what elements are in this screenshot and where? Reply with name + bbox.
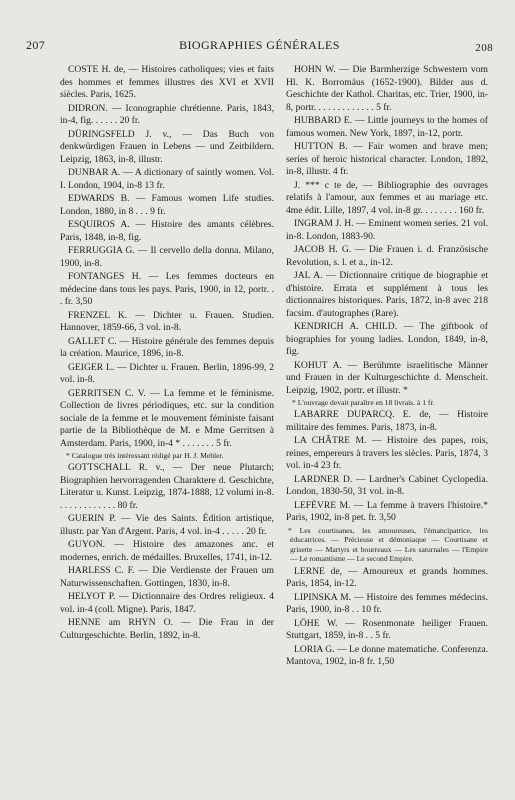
bibliography-entry: J. *** c te de, — Bibliographie des ouvrages relatifs à l'amour, aux femmes et au mariage etc. 4me édit. Lille, 1897, 4 vol. in-8 gr. . . . . . . . 160 fr. (286, 179, 488, 216)
bibliography-entry: GOTTSCHALL R. v., — Der neue Plutarch; Biographien hervorragenden Charaktere d. Geschichte, Literatur u. Kunst. Leipzig, 1874-1888, 12 volumi in-8. . . . . . . . . . . . . 80 fr. (60, 462, 274, 511)
bibliography-entry: GUERIN P. — Vie des Saints. Édition artistique, illustr. par Yan d'Argent. Paris, 4 vol. in-4 . . . . . 20 fr. (60, 513, 274, 537)
bibliography-entry: HENNE am RHYN O. — Die Frau in der Culturgeschichte. Berlin, 1892, in-8. (60, 617, 274, 641)
bibliography-entry: HOHN W. — Die Barmherzige Schwestern vom Hl. K. Borromäus (1652-1900). Bilder aus d. Geschichte der Kathol. Charitas, etc. Trier, 1900, in-8, portr. . . . . . . . . . . . . 5 fr. (286, 64, 488, 113)
bibliography-entry: GERRITSEN C. V. — La femme et le féminisme. Collection de livres périodiques, etc. sur la condition sociale de la femme et le mouvement féministe faisant partie de la Bibliothèque de M. e Mme Gerritsen à Amsterdam. Paris, 1900, in-4 * . . . . . . . 5 fr. (60, 387, 274, 449)
bibliography-entry: GUYON. — Histoire des amazones anc. et modernes, enrich. de médailles. Bruxelles, 1741, in-12. (60, 539, 274, 563)
bibliography-entry: FONTANGES H. — Les femmes docteurs en médecine dans tous les pays. Paris, 1900, in 12, portr. . . fr. 3,50 (60, 271, 274, 307)
left-column (60, 64, 274, 643)
bibliography-entry: LABARRE DUPARCQ. E. de, — Histoire militaire des femmes. Paris, 1873, in-8. (286, 409, 488, 433)
bibliography-entry: EDWARDS B. — Famous women Life studies. London, 1880, in 8 . . . 9 fr. (60, 193, 274, 217)
footnote: * Catalogue très intéressant rédigé par H. J. Mehler. (66, 451, 224, 460)
bibliography-entry: JACOB H. G. — Die Frauen i. d. Französische Revolution, s. l. et a., in-12. (286, 244, 488, 268)
bibliography-entry: FERRUGGIA G. — Il cervello della donna. Milano, 1900, in-8. (60, 245, 274, 269)
bibliography-entry: LA CHÂTRE M. — Histoire des papes, rois, reines, empereurs à travers les siècles. Paris, 1874, 3 vol. in-4 23 fr. (286, 435, 488, 472)
bibliography-entry: JAL A. — Dictionnaire critique de biographie et d'histoire. Errata et supplément à tous les dictionnaires historiques. Paris, 1872, in-8 avec 218 facsim. d'autographes (Rare). (286, 270, 488, 319)
bibliography-entry: HUBBARD E. — Little journeys to the homes of famous women. New York, 1897, in-12, portr. (286, 115, 488, 139)
bibliography-entry: GALLET C. — Histoire générale des femmes depuis la création. Maurice, 1896, in-8. (60, 335, 274, 359)
bibliography-entry: DÜRINGSFELD J. v., — Das Buch von denkwürdigen Frauen in Lebens — und Zeitbildern. Leipzig, 1863, in-8, illustr. (60, 128, 274, 165)
bibliography-entry: COSTE H. de, — Histoires catholiques; vies et faits des hommes et femmes illustres des XVI et XVII siècles. Paris, 1625. (60, 64, 274, 100)
bibliography-entry: ESQUIROS A. — Histoire des amants célèbres. Paris, 1848, in-8, fig. (60, 219, 274, 243)
bibliography-entry: LEFÈVRE M. — La femme à travers l'histoire.* Paris, 1902, in-8 pet. fr. 3,50 (286, 499, 488, 524)
bibliography-entry: LARDNER D. — Lardner's Cabinet Cyclopedia. London, 1830-50, 31 vol. in-8. (286, 473, 488, 498)
bibliography-entry: LIPINSKA M. — Histoire des femmes médecins. Paris, 1900, in-8 . . 10 fr. (286, 591, 488, 616)
bibliography-entry: LORIA G. — Le donne matematiche. Conferenza. Mantova, 1902, in-8 fr. 1,50 (286, 643, 488, 668)
footnote: * L'ouvrage devait paraître en 18 livrais. à 1 fr. (292, 398, 435, 407)
bibliography-entry: FRENZEL K. — Dichter u. Frauen. Studien. Hannover, 1859-66, 3 vol. in-8. (60, 309, 274, 333)
bibliography-entry: HUTTON B. — Fair women and brave men; series of heroic historical character. London, 1892, in-8, illustr. 4 fr. (286, 141, 488, 177)
bibliography-entry: GEIGER L. — Dichter u. Frauen. Berlin, 1896-99, 2 vol. in-8. (60, 361, 274, 385)
bibliography-entry: LERNE de, — Amoureux et grands hommes. Paris, 1854, in-12. (286, 565, 488, 590)
running-title: BIOGRAPHIES GÉNÉRALES (179, 38, 340, 52)
bibliography-entry: KENDRICH A. CHILD. — The giftbook of biographies for young ladies. London, 1849, in-8, fig. (286, 321, 488, 357)
page-header (26, 34, 493, 52)
bibliography-entry: KOHUT A. — Berühmte israelitische Männer und Frauen in der Kulturgeschichte d. Menscheit. Leipzig, 1902, portr. et illustr. * (286, 359, 488, 396)
bibliography-entry: LÖHE W. — Rosenmonate heiliger Frauen. Stuttgart, 1859, in-8 . . 5 fr. (286, 617, 488, 642)
right-column (286, 64, 488, 670)
bibliography-entry: DIDRON. — Iconographie chrétienne. Paris, 1843, in-4, fig. . . . . . 20 fr. (60, 102, 274, 126)
bibliography-entry: HARLESS C. F. — Die Verdienste der Frauen um Naturwissenschaften. Gottingen, 1830, in-8. (60, 565, 274, 589)
bibliography-entry: HELYOT P. — Dictionnaire des Ordres religieux. 4 vol. in-4 (coll. Migne). Paris, 1847. (60, 591, 274, 615)
page-number-left: 207 (26, 38, 46, 52)
page-number-right: 208 (475, 42, 493, 54)
footnote: * Les courtisanes, les amoureuses, l'émancipatrice, les éducatrices. — Précieuse et démoniaque — Courtisane et grisette — Martyrs et bourreaux — Les saturnales — l'Empire — Le romantisme — Le second Empire. (288, 525, 488, 564)
bibliography-entry: INGRAM J. H. — Eminent women series. 21 vol. in-8. London, 1883-90. (286, 218, 488, 242)
bibliography-entry: DUNBAR A. — A dictionary of saintly women. Vol. I. London, 1904, in-8 13 fr. (60, 167, 274, 191)
